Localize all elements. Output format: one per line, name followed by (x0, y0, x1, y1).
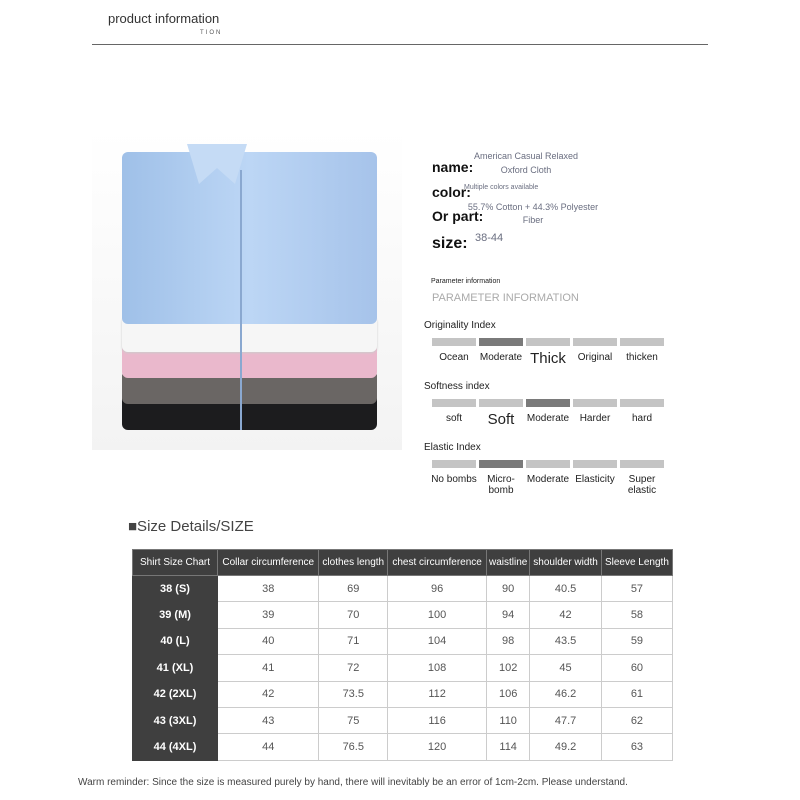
table-cell: 40.5 (530, 576, 602, 602)
index-bar (573, 460, 617, 468)
part-label: Or part: (432, 208, 484, 224)
table-cell: 106 (487, 681, 530, 707)
table-cell: 96 (388, 576, 487, 602)
index-option: Ocean (439, 352, 469, 363)
table-cell: 112 (388, 681, 487, 707)
index-option: Super elastic (627, 474, 657, 496)
index-bar (479, 460, 523, 468)
divider (92, 44, 708, 45)
name-value-line1: American Casual Relaxed (473, 151, 579, 161)
index-option: Harder (579, 413, 611, 424)
index-option: thicken (626, 352, 658, 363)
index-title: Softness index (424, 381, 490, 392)
index-option: Elasticity (575, 474, 615, 485)
size-table (132, 549, 673, 761)
column-header: clothes length (319, 550, 388, 576)
index-bar (432, 338, 476, 346)
table-cell: 58 (601, 602, 672, 628)
table-cell: 40 (218, 628, 319, 654)
index-option: soft (445, 413, 463, 424)
column-header: Shirt Size Chart (133, 550, 218, 576)
parameter-subtitle: PARAMETER INFORMATION (432, 292, 579, 304)
size-details-title: ■Size Details/SIZE (128, 518, 254, 535)
name-label: name: (432, 159, 474, 175)
table-row (133, 576, 673, 602)
section-subtitle: TION (200, 30, 223, 36)
table-cell: 108 (388, 655, 487, 681)
table-cell: 104 (388, 628, 487, 654)
table-cell: 120 (388, 734, 487, 760)
index-bar (573, 338, 617, 346)
column-header: chest circumference (388, 550, 487, 576)
part-value-line2: Fiber (522, 215, 544, 225)
column-header: waistline (487, 550, 530, 576)
table-cell: 72 (319, 655, 388, 681)
index-option: Moderate (526, 413, 570, 424)
table-cell: 42 (530, 602, 602, 628)
index-bar (620, 399, 664, 407)
table-cell: 62 (601, 707, 672, 733)
warm-reminder: Warm reminder: Since the size is measured purely by hand, there will inevitably be an error of 1cm-2cm. Please understand. (78, 777, 628, 788)
column-header: Collar circumference (218, 550, 319, 576)
index-bar (526, 338, 570, 346)
column-header: Sleeve Length (601, 550, 672, 576)
table-row (133, 734, 673, 760)
index-title: Elastic Index (424, 442, 481, 453)
table-header-row (133, 550, 673, 576)
size-value: 38-44 (475, 232, 504, 244)
table-cell: 70 (319, 602, 388, 628)
color-label: color: (432, 184, 471, 200)
table-cell: 41 (XL) (133, 655, 218, 681)
color-value: Multiple colors available (464, 184, 539, 191)
table-cell: 63 (601, 734, 672, 760)
table-row (133, 628, 673, 654)
table-row (133, 707, 673, 733)
table-cell: 61 (601, 681, 672, 707)
table-cell: 76.5 (319, 734, 388, 760)
table-cell: 116 (388, 707, 487, 733)
table-cell: 110 (487, 707, 530, 733)
table-cell: 45 (530, 655, 602, 681)
name-value-line2: Oxford Cloth (500, 165, 552, 175)
index-option: Micro-bomb (487, 474, 515, 496)
index-option: Moderate (479, 352, 523, 363)
index-bar (620, 338, 664, 346)
column-header: shoulder width (530, 550, 602, 576)
table-row (133, 681, 673, 707)
index-option: No bombs (431, 474, 477, 485)
table-cell: 49.2 (530, 734, 602, 760)
table-cell: 114 (487, 734, 530, 760)
table-cell: 59 (601, 628, 672, 654)
table-cell: 100 (388, 602, 487, 628)
table-cell: 90 (487, 576, 530, 602)
index-bar (573, 399, 617, 407)
table-cell: 41 (218, 655, 319, 681)
table-cell: 47.7 (530, 707, 602, 733)
index-option: Moderate (526, 474, 570, 485)
index-option: Soft (487, 411, 515, 428)
part-value-line1: 55.7% Cotton + 44.3% Polyester (467, 202, 599, 212)
table-cell: 42 (218, 681, 319, 707)
table-cell: 46.2 (530, 681, 602, 707)
index-option: Thick (530, 350, 566, 367)
table-cell: 43 (218, 707, 319, 733)
product-photo (92, 130, 402, 450)
table-row (133, 602, 673, 628)
index-bar (432, 460, 476, 468)
table-cell: 75 (319, 707, 388, 733)
index-bar (526, 460, 570, 468)
table-cell: 94 (487, 602, 530, 628)
table-cell: 43.5 (530, 628, 602, 654)
index-option: hard (631, 413, 652, 424)
part-value (466, 202, 600, 225)
table-cell: 69 (319, 576, 388, 602)
table-cell: 102 (487, 655, 530, 681)
table-cell: 98 (487, 628, 530, 654)
table-cell: 38 (218, 576, 319, 602)
table-cell: 44 (4XL) (133, 734, 218, 760)
index-bar (479, 399, 523, 407)
table-cell: 71 (319, 628, 388, 654)
index-option: Original (577, 352, 613, 363)
table-cell: 60 (601, 655, 672, 681)
index-bar (479, 338, 523, 346)
table-row (133, 655, 673, 681)
table-cell: 39 (218, 602, 319, 628)
section-title: product information (108, 11, 220, 26)
table-cell: 38 (S) (133, 576, 218, 602)
table-cell: 73.5 (319, 681, 388, 707)
table-cell: 39 (M) (133, 602, 218, 628)
index-bar (432, 399, 476, 407)
table-cell: 57 (601, 576, 672, 602)
index-bar (526, 399, 570, 407)
index-title: Originality Index (424, 320, 496, 331)
table-cell: 40 (L) (133, 628, 218, 654)
size-label: size: (432, 235, 468, 252)
index-bar (620, 460, 664, 468)
parameter-title: Parameter information (431, 278, 501, 285)
table-cell: 44 (218, 734, 319, 760)
name-value (468, 151, 584, 175)
table-cell: 42 (2XL) (133, 681, 218, 707)
table-cell: 43 (3XL) (133, 707, 218, 733)
